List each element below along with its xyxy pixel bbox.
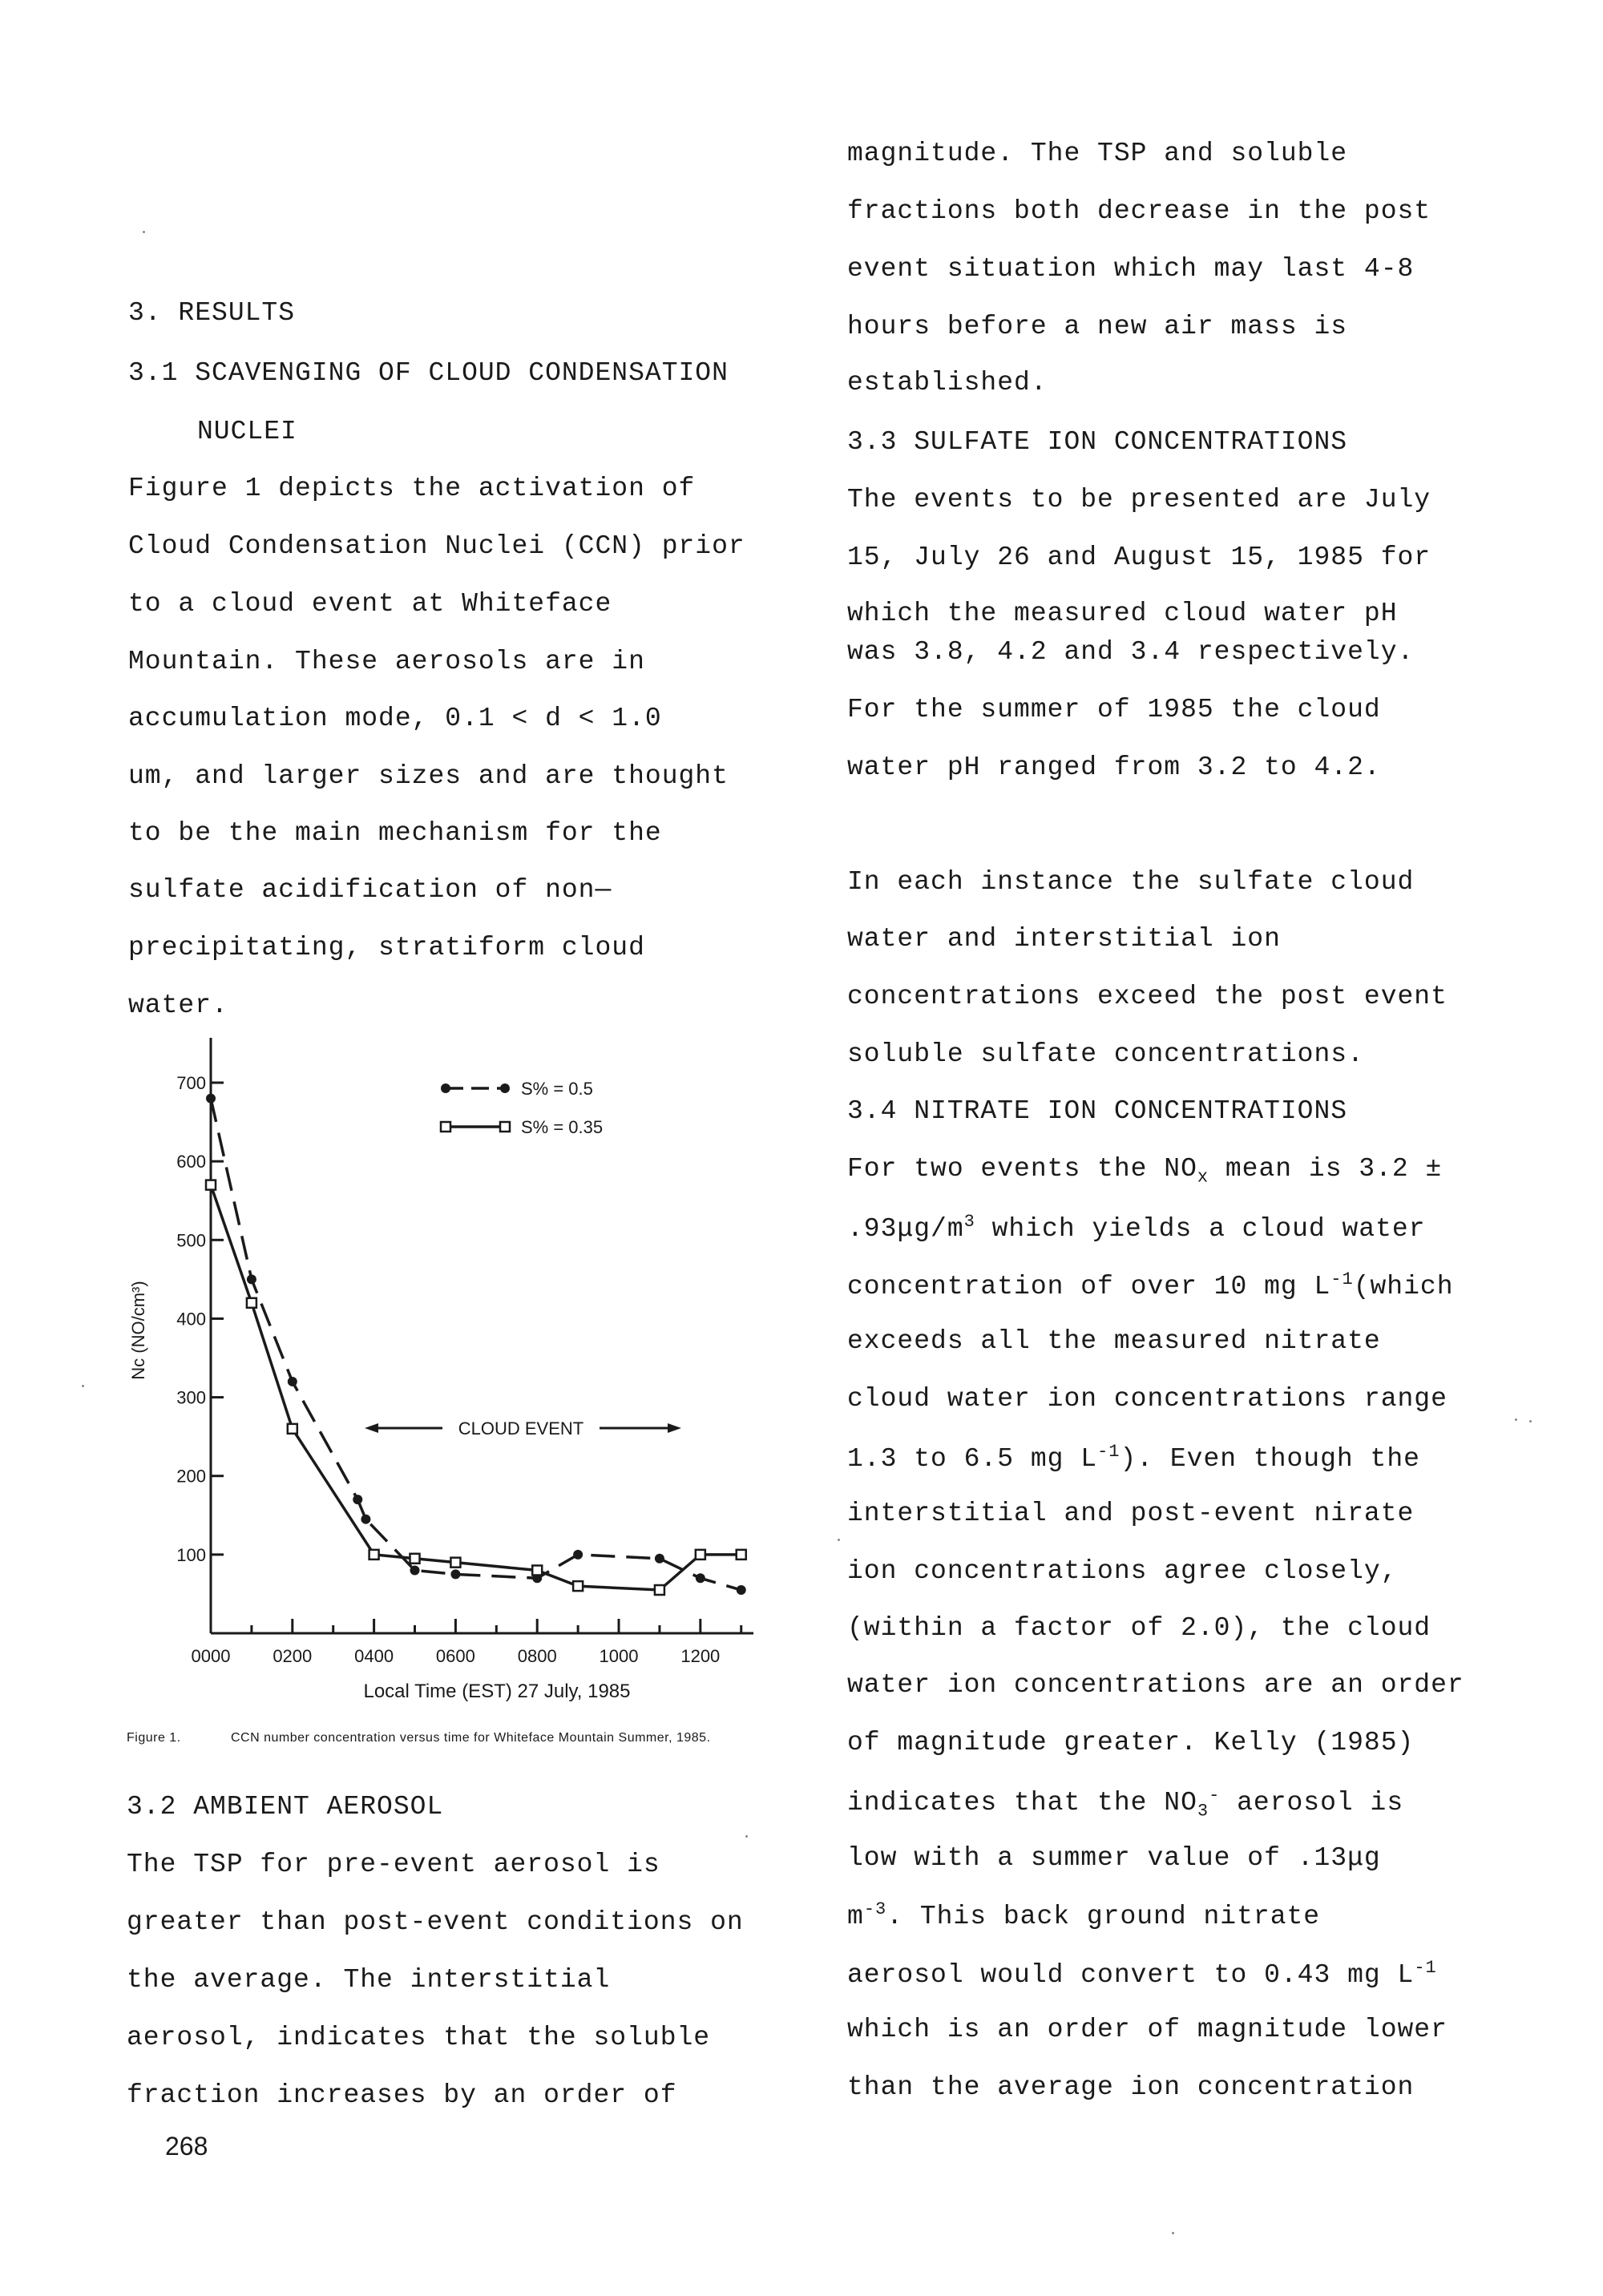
para3-line: For the summer of 1985 the cloud xyxy=(847,695,1381,724)
scan-speck xyxy=(1515,1418,1517,1421)
para5-line: $m^{-3}$. This back ground nitrate xyxy=(847,1899,1321,1931)
para5-line: which is an order of magnitude lower xyxy=(847,2015,1448,2044)
x-tick-label: 1000 xyxy=(599,1646,639,1666)
para4-line: water and interstitial ion xyxy=(847,924,1281,954)
para1-line: sulfate acidification of non— xyxy=(128,875,612,905)
x-tick-label: 1200 xyxy=(680,1646,721,1666)
scan-speck xyxy=(838,1539,840,1541)
para3-line: The events to be presented are July xyxy=(847,485,1431,514)
x-tick-label: 0800 xyxy=(517,1646,557,1666)
data-point-s05 xyxy=(410,1565,420,1575)
y-axis-label: Nc (NO/cm³) xyxy=(128,1281,148,1380)
legend-marker-s05 xyxy=(441,1083,450,1093)
para5-line: For two events the $NO_x$ mean is 3.2 ± xyxy=(847,1154,1443,1188)
y-tick-label: 300 xyxy=(176,1387,206,1408)
subsection-heading-3-1-cont: NUCLEI xyxy=(197,417,297,446)
data-point-s05 xyxy=(288,1377,297,1386)
data-point-s035 xyxy=(696,1550,705,1560)
scan-speck xyxy=(82,1385,84,1387)
x-axis-label: Local Time (EST) 27 July, 1985 xyxy=(363,1681,631,1702)
data-point-s035 xyxy=(450,1558,460,1568)
subsection-heading-3-4: 3.4 NITRATE ION CONCENTRATIONS xyxy=(847,1096,1348,1126)
data-point-s035 xyxy=(410,1554,420,1564)
data-point-s05 xyxy=(353,1495,362,1504)
para2-line: the average. The interstitial xyxy=(127,1965,611,1995)
para5-line: than the average ion concentration xyxy=(847,2072,1415,2102)
para5-line: interstitial and post-event nirate xyxy=(847,1499,1415,1528)
para3-line: was 3.8, 4.2 and 3.4 respectively. xyxy=(847,637,1415,667)
para1-line: to be the main mechanism for the xyxy=(128,818,662,848)
series-line-s05 xyxy=(211,1099,741,1590)
para4-line: soluble sulfate concentrations. xyxy=(847,1039,1364,1069)
section-heading: 3. RESULTS xyxy=(128,298,296,328)
para1-line: water. xyxy=(128,991,228,1020)
data-point-s035 xyxy=(655,1585,664,1595)
data-point-s035 xyxy=(288,1424,297,1434)
para5-line: of magnitude greater. Kelly (1985) xyxy=(847,1728,1415,1757)
data-point-s05 xyxy=(696,1573,705,1583)
annotation-arrowhead-right xyxy=(668,1423,681,1433)
scan-speck xyxy=(143,231,145,233)
para5-line: indicates that the $NO_3^-$ aerosol is xyxy=(847,1786,1404,1822)
scan-speck xyxy=(745,1835,748,1838)
legend-label-s035: S% = 0.35 xyxy=(521,1117,604,1137)
para5-line: low with a summer value of .13μg xyxy=(847,1843,1381,1873)
para1-line: accumulation mode, 0.1 < d < 1.0 xyxy=(128,704,662,733)
para5-line: cloud water ion concentrations range xyxy=(847,1384,1448,1414)
para4-line: In each instance the sulfate cloud xyxy=(847,867,1415,897)
para5-line: aerosol would convert to 0.43 mg $L^{-1}$ xyxy=(847,1958,1437,1990)
y-tick-label: 500 xyxy=(176,1230,206,1251)
caption-number: Figure 1. xyxy=(127,1731,181,1745)
data-point-s05 xyxy=(737,1585,746,1595)
para5-line: water ion concentrations are an order xyxy=(847,1670,1464,1700)
annotation-arrowhead-left xyxy=(365,1423,378,1433)
annotation-cloud-event: CLOUD EVENT xyxy=(458,1418,584,1439)
scan-speck xyxy=(1529,1420,1532,1422)
x-tick-label: 0400 xyxy=(354,1646,394,1666)
para-cont-line: hours before a new air mass is xyxy=(847,312,1348,341)
para2-line: greater than post-event conditions on xyxy=(127,1907,744,1937)
data-point-s05 xyxy=(361,1515,370,1524)
para1-line: to a cloud event at Whiteface xyxy=(128,589,612,619)
data-point-s035 xyxy=(247,1298,256,1308)
legend-marker-s05 xyxy=(500,1083,510,1093)
y-tick-label: 400 xyxy=(176,1309,206,1330)
y-tick-label: 600 xyxy=(176,1152,206,1172)
data-point-s05 xyxy=(450,1569,460,1579)
x-tick-label: 0600 xyxy=(435,1646,475,1666)
y-tick-label: 700 xyxy=(176,1073,206,1093)
page-number: 268 xyxy=(165,2132,208,2161)
subsection-heading-3-3: 3.3 SULFATE ION CONCENTRATIONS xyxy=(847,427,1348,457)
y-tick-label: 100 xyxy=(176,1544,206,1565)
para-cont-line: established. xyxy=(847,368,1048,397)
caption-text: CCN number concentration versus time for Whiteface Mountain Summer, 1985. xyxy=(231,1731,711,1745)
para1-line: precipitating, stratiform cloud xyxy=(128,933,645,962)
para5-line: concentration of over 10 mg $L^{-1}(which$ xyxy=(847,1269,1454,1301)
para1-line: Cloud Condensation Nuclei (CCN) prior xyxy=(128,531,745,561)
para3-line: 15, July 26 and August 15, 1985 for xyxy=(847,543,1431,572)
para2-line: fraction increases by an order of xyxy=(127,2080,677,2110)
subsection-heading-3-2: 3.2 AMBIENT AEROSOL xyxy=(127,1792,444,1822)
ccn-chart xyxy=(120,1026,777,1731)
legend-marker-s035 xyxy=(500,1122,510,1132)
data-point-s035 xyxy=(573,1581,583,1591)
data-point-s05 xyxy=(206,1094,216,1104)
para5-line: exceeds all the measured nitrate xyxy=(847,1326,1381,1356)
para3-line: which the measured cloud water pH xyxy=(847,599,1398,628)
data-point-s05 xyxy=(247,1274,256,1284)
para2-line: The TSP for pre-event aerosol is xyxy=(127,1850,660,1879)
para-cont-line: magnitude. The TSP and soluble xyxy=(847,139,1348,168)
x-tick-label: 0200 xyxy=(273,1646,313,1666)
para1-line: um, and larger sizes and are thought xyxy=(128,761,729,791)
para5-line: 1.3 to 6.5 mg $L^{-1}$). Even though the xyxy=(847,1442,1420,1474)
para5-line: ion concentrations agree closely, xyxy=(847,1556,1398,1586)
y-tick-label: 200 xyxy=(176,1466,206,1487)
series-line-s035 xyxy=(211,1185,741,1590)
x-tick-label: 0000 xyxy=(191,1646,231,1666)
para-cont-line: fractions both decrease in the post xyxy=(847,196,1431,226)
subsection-heading-3-1: 3.1 SCAVENGING OF CLOUD CONDENSATION xyxy=(128,358,729,388)
para5-line: (within a factor of 2.0), the cloud xyxy=(847,1613,1431,1643)
para4-line: concentrations exceed the post event xyxy=(847,982,1448,1011)
para1-line: Figure 1 depicts the activation of xyxy=(128,474,696,503)
para3-line: water pH ranged from 3.2 to 4.2. xyxy=(847,753,1381,782)
data-point-s035 xyxy=(737,1550,746,1560)
legend-marker-s035 xyxy=(441,1122,450,1132)
data-point-s05 xyxy=(655,1554,664,1564)
para1-line: Mountain. These aerosols are in xyxy=(128,647,645,676)
data-point-s05 xyxy=(573,1550,583,1560)
data-point-s035 xyxy=(369,1550,379,1560)
data-point-s035 xyxy=(206,1180,216,1190)
scan-speck xyxy=(1172,2232,1174,2234)
data-point-s035 xyxy=(532,1565,542,1575)
legend-label-s05: S% = 0.5 xyxy=(521,1079,593,1099)
para-cont-line: event situation which may last 4-8 xyxy=(847,254,1415,284)
para2-line: aerosol, indicates that the soluble xyxy=(127,2023,711,2052)
figure-1 xyxy=(120,1026,777,1731)
para5-line: $.93\mu g/m^3$ which yields a cloud water xyxy=(847,1212,1426,1244)
